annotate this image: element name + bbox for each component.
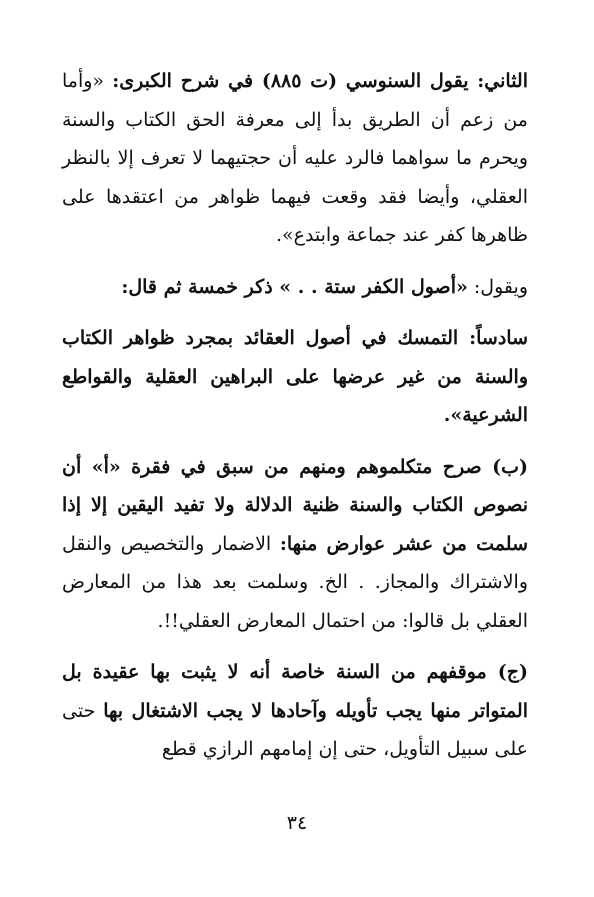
normal-text: حتى على سبيل التأويل، حتى إن إمامهم الرازي قطع [62, 699, 528, 760]
bold-text: «أصول الكفر ستة . . » ذكر خمسة ثم قال: [121, 275, 468, 298]
quote-text: «وأما من زعم أن الطريق بدأ إلى معرفة الحق الكتاب والسنة ويحرم ما سواهما فالرد عليه أن حجتيهما لا تعرف إلا بالنظر العقلي، وأيضا فقد وقعت فيهما ظواهر من اعتقدها على ظاهرها كفر عند جماعة وابتدع». [62, 70, 528, 246]
bold-text: (ب) صرح متكلموهم ومنهم من سبق في فقرة «أ» أن نصوص الكتاب والسنة ظنية الدلالة ولا تفيد اليقين إلا إذا سلمت من عشر عوارض منها: [62, 455, 528, 555]
lead-text: ويقول: [467, 275, 528, 298]
paragraph-c [62, 653, 528, 769]
paragraph-sixth-principle: سادساً: التمسك في أصول العقائد بمجرد ظواهر الكتاب والسنة من غير عرضها على البراهين العقلية والقواطع الشرعية». [62, 327, 528, 426]
paragraph-sanusi-quote [62, 62, 528, 255]
paragraph-heading: الثاني: يقول السنوسي (ت ٨٨٥) في شرح الكبرى: [112, 70, 528, 92]
normal-text: الاضمار والتخصيص والنقل والاشتراك والمجاز. . الخ. وسلمت بعد هذا من المعارض العقلي بل قالوا: من احتمال المعارض العقلي!!. [62, 532, 528, 632]
paragraph-b [62, 448, 528, 641]
paragraph-kufr-principles [62, 268, 528, 307]
page-number: ٣٤ [286, 812, 308, 834]
bold-text: (ج) موقفهم من السنة خاصة أنه لا يثبت بها عقيدة بل المتواتر منها يجب تأويله وآحادها لا يجب الاشتغال بها [62, 661, 528, 722]
